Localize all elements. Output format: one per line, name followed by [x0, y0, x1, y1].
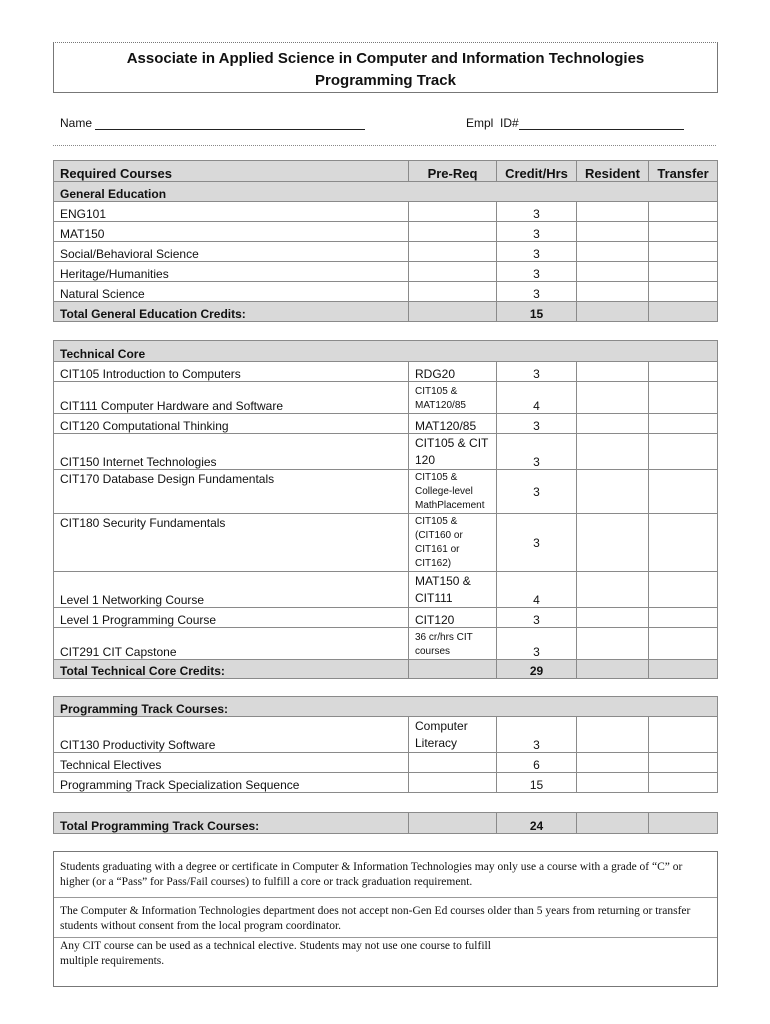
empl-id-label: Empl ID# — [466, 116, 519, 130]
notes-box — [53, 851, 718, 987]
credits-cell: 3 — [497, 628, 577, 660]
resident-cell[interactable] — [577, 262, 649, 282]
transfer-cell[interactable] — [649, 514, 718, 572]
table-row — [54, 514, 718, 572]
table-row — [54, 202, 718, 222]
credits-cell: 3 — [497, 222, 577, 242]
table-row — [54, 572, 718, 608]
credits-cell: 3 — [497, 470, 577, 514]
transfer-cell[interactable] — [649, 434, 718, 470]
table-row — [54, 608, 718, 628]
table-row — [54, 362, 718, 382]
total-programming-table — [53, 812, 718, 834]
table-row — [54, 753, 718, 773]
empl-id-field — [466, 116, 684, 130]
prereq-cell: CIT105 & CIT 120 — [409, 434, 497, 470]
course-name: Level 1 Programming Course — [54, 608, 409, 628]
resident-cell[interactable] — [577, 628, 649, 660]
course-name: MAT150 — [54, 222, 409, 242]
note-course-age-policy: The Computer & Information Technologies department does not accept non-Gen Ed courses older than 5 years from returning or transfer students without consent from the local program coordinator. — [60, 905, 691, 932]
table-row — [54, 382, 718, 414]
header-transfer: Transfer — [649, 161, 718, 182]
prog-track-heading: Programming Track Courses: — [54, 697, 718, 717]
prereq-cell — [409, 262, 497, 282]
course-name: Level 1 Networking Course — [54, 572, 409, 608]
credits-cell: 3 — [497, 362, 577, 382]
prereq-cell: 36 cr/hrs CIT courses — [409, 628, 497, 660]
transfer-cell[interactable] — [649, 628, 718, 660]
resident-cell[interactable] — [577, 242, 649, 262]
prereq-cell — [409, 753, 497, 773]
transfer-cell[interactable] — [649, 717, 718, 753]
total-row — [54, 660, 718, 679]
transfer-cell[interactable] — [649, 222, 718, 242]
prereq-cell — [409, 242, 497, 262]
document-title: Associate in Applied Science in Computer and Information Technologies — [126, 50, 645, 67]
column-header-row — [54, 161, 718, 182]
gen-ed-total-value: 15 — [497, 302, 577, 322]
total-prog-value: 24 — [497, 813, 577, 834]
header-prereq: Pre-Req — [409, 161, 497, 182]
transfer-cell[interactable] — [649, 414, 718, 434]
credits-cell: 3 — [497, 414, 577, 434]
course-name: CIT130 Productivity Software — [54, 717, 409, 753]
transfer-cell[interactable] — [649, 753, 718, 773]
resident-cell[interactable] — [577, 434, 649, 470]
credits-cell: 3 — [497, 282, 577, 302]
resident-cell[interactable] — [577, 414, 649, 434]
resident-cell[interactable] — [577, 202, 649, 222]
resident-cell[interactable] — [577, 514, 649, 572]
transfer-cell[interactable] — [649, 382, 718, 414]
name-input-line[interactable] — [95, 117, 365, 130]
section-heading-row — [54, 182, 718, 202]
transfer-cell[interactable] — [649, 773, 718, 793]
table-row — [54, 414, 718, 434]
transfer-cell[interactable] — [649, 470, 718, 514]
total-row — [54, 813, 718, 834]
table-row — [54, 282, 718, 302]
transfer-cell[interactable] — [649, 362, 718, 382]
credits-cell: 6 — [497, 753, 577, 773]
credits-cell: 3 — [497, 262, 577, 282]
programming-track-table — [53, 696, 718, 793]
header-credit-hrs: Credit/Hrs — [497, 161, 577, 182]
general-education-table — [53, 160, 718, 322]
resident-cell[interactable] — [577, 572, 649, 608]
transfer-cell[interactable] — [649, 572, 718, 608]
table-row — [54, 242, 718, 262]
credits-cell: 3 — [497, 514, 577, 572]
course-name: ENG101 — [54, 202, 409, 222]
note-grade-requirement: Students graduating with a degree or certificate in Computer & Information Technologies may only use a course with a grade of “C” or higher (or a “Pass” for Pass/Fail courses) to fulfill a core or track graduation requirement. — [60, 861, 683, 888]
credits-cell: 3 — [497, 717, 577, 753]
prereq-cell: CIT105 & (CIT160 or CIT161 or CIT162) — [409, 514, 497, 572]
transfer-cell[interactable] — [649, 242, 718, 262]
prereq-cell: RDG20 — [409, 362, 497, 382]
total-row — [54, 302, 718, 322]
prereq-cell: Computer Literacy — [409, 717, 497, 753]
technical-core-table — [53, 340, 718, 679]
header-separator — [53, 145, 716, 146]
prereq-cell — [409, 282, 497, 302]
prereq-cell: CIT105 & MAT120/85 — [409, 382, 497, 414]
course-name: CIT120 Computational Thinking — [54, 414, 409, 434]
header-required-courses: Required Courses — [54, 161, 409, 182]
gen-ed-heading: General Education — [54, 182, 718, 202]
table-row — [54, 470, 718, 514]
note-divider — [54, 937, 717, 938]
resident-cell[interactable] — [577, 773, 649, 793]
credits-cell: 4 — [497, 572, 577, 608]
prereq-cell: MAT120/85 — [409, 414, 497, 434]
course-name: CIT291 CIT Capstone — [54, 628, 409, 660]
prereq-cell — [409, 222, 497, 242]
credits-cell: 3 — [497, 242, 577, 262]
credits-cell: 3 — [497, 202, 577, 222]
table-row — [54, 434, 718, 470]
resident-cell[interactable] — [577, 362, 649, 382]
section-heading-row — [54, 697, 718, 717]
name-label: Name — [60, 116, 93, 130]
course-name: CIT180 Security Fundamentals — [54, 514, 409, 572]
gen-ed-total-label: Total General Education Credits: — [54, 302, 409, 322]
course-name: CIT150 Internet Technologies — [54, 434, 409, 470]
section-heading-row — [54, 341, 718, 362]
table-row — [54, 262, 718, 282]
prereq-cell — [409, 202, 497, 222]
header-resident: Resident — [577, 161, 649, 182]
tech-core-total-label: Total Technical Core Credits: — [54, 660, 409, 679]
resident-cell[interactable] — [577, 282, 649, 302]
tech-core-heading: Technical Core — [54, 341, 718, 362]
course-name: Natural Science — [54, 282, 409, 302]
credits-cell: 15 — [497, 773, 577, 793]
course-name: Technical Electives — [54, 753, 409, 773]
prereq-cell — [409, 773, 497, 793]
tech-core-total-value: 29 — [497, 660, 577, 679]
total-prog-label: Total Programming Track Courses: — [54, 813, 409, 834]
credits-cell: 4 — [497, 382, 577, 414]
table-row — [54, 628, 718, 660]
resident-cell[interactable] — [577, 717, 649, 753]
transfer-cell[interactable] — [649, 202, 718, 222]
course-name: Social/Behavioral Science — [54, 242, 409, 262]
note-divider — [54, 897, 717, 898]
document-subtitle: Programming Track — [315, 72, 456, 89]
resident-cell[interactable] — [577, 608, 649, 628]
course-name: Heritage/Humanities — [54, 262, 409, 282]
empl-id-input-line[interactable] — [519, 117, 684, 130]
course-name: CIT170 Database Design Fundamentals — [54, 470, 409, 514]
resident-cell[interactable] — [577, 753, 649, 773]
transfer-cell[interactable] — [649, 262, 718, 282]
resident-cell[interactable] — [577, 382, 649, 414]
table-row — [54, 773, 718, 793]
resident-cell[interactable] — [577, 470, 649, 514]
table-row — [54, 222, 718, 242]
note-technical-elective: Any CIT course can be used as a technical elective. Students may not use one course to fulfill multiple requirements. — [60, 940, 491, 967]
course-name: Programming Track Specialization Sequence — [54, 773, 409, 793]
table-row — [54, 717, 718, 753]
prereq-cell: CIT105 & College-level MathPlacement — [409, 470, 497, 514]
prereq-cell: MAT150 & CIT111 — [409, 572, 497, 608]
transfer-cell[interactable] — [649, 282, 718, 302]
resident-cell[interactable] — [577, 222, 649, 242]
credits-cell: 3 — [497, 434, 577, 470]
transfer-cell[interactable] — [649, 608, 718, 628]
credits-cell: 3 — [497, 608, 577, 628]
document-title-box — [53, 42, 718, 93]
course-name: CIT111 Computer Hardware and Software — [54, 382, 409, 414]
prereq-cell: CIT120 — [409, 608, 497, 628]
course-name: CIT105 Introduction to Computers — [54, 362, 409, 382]
name-field — [60, 116, 365, 130]
